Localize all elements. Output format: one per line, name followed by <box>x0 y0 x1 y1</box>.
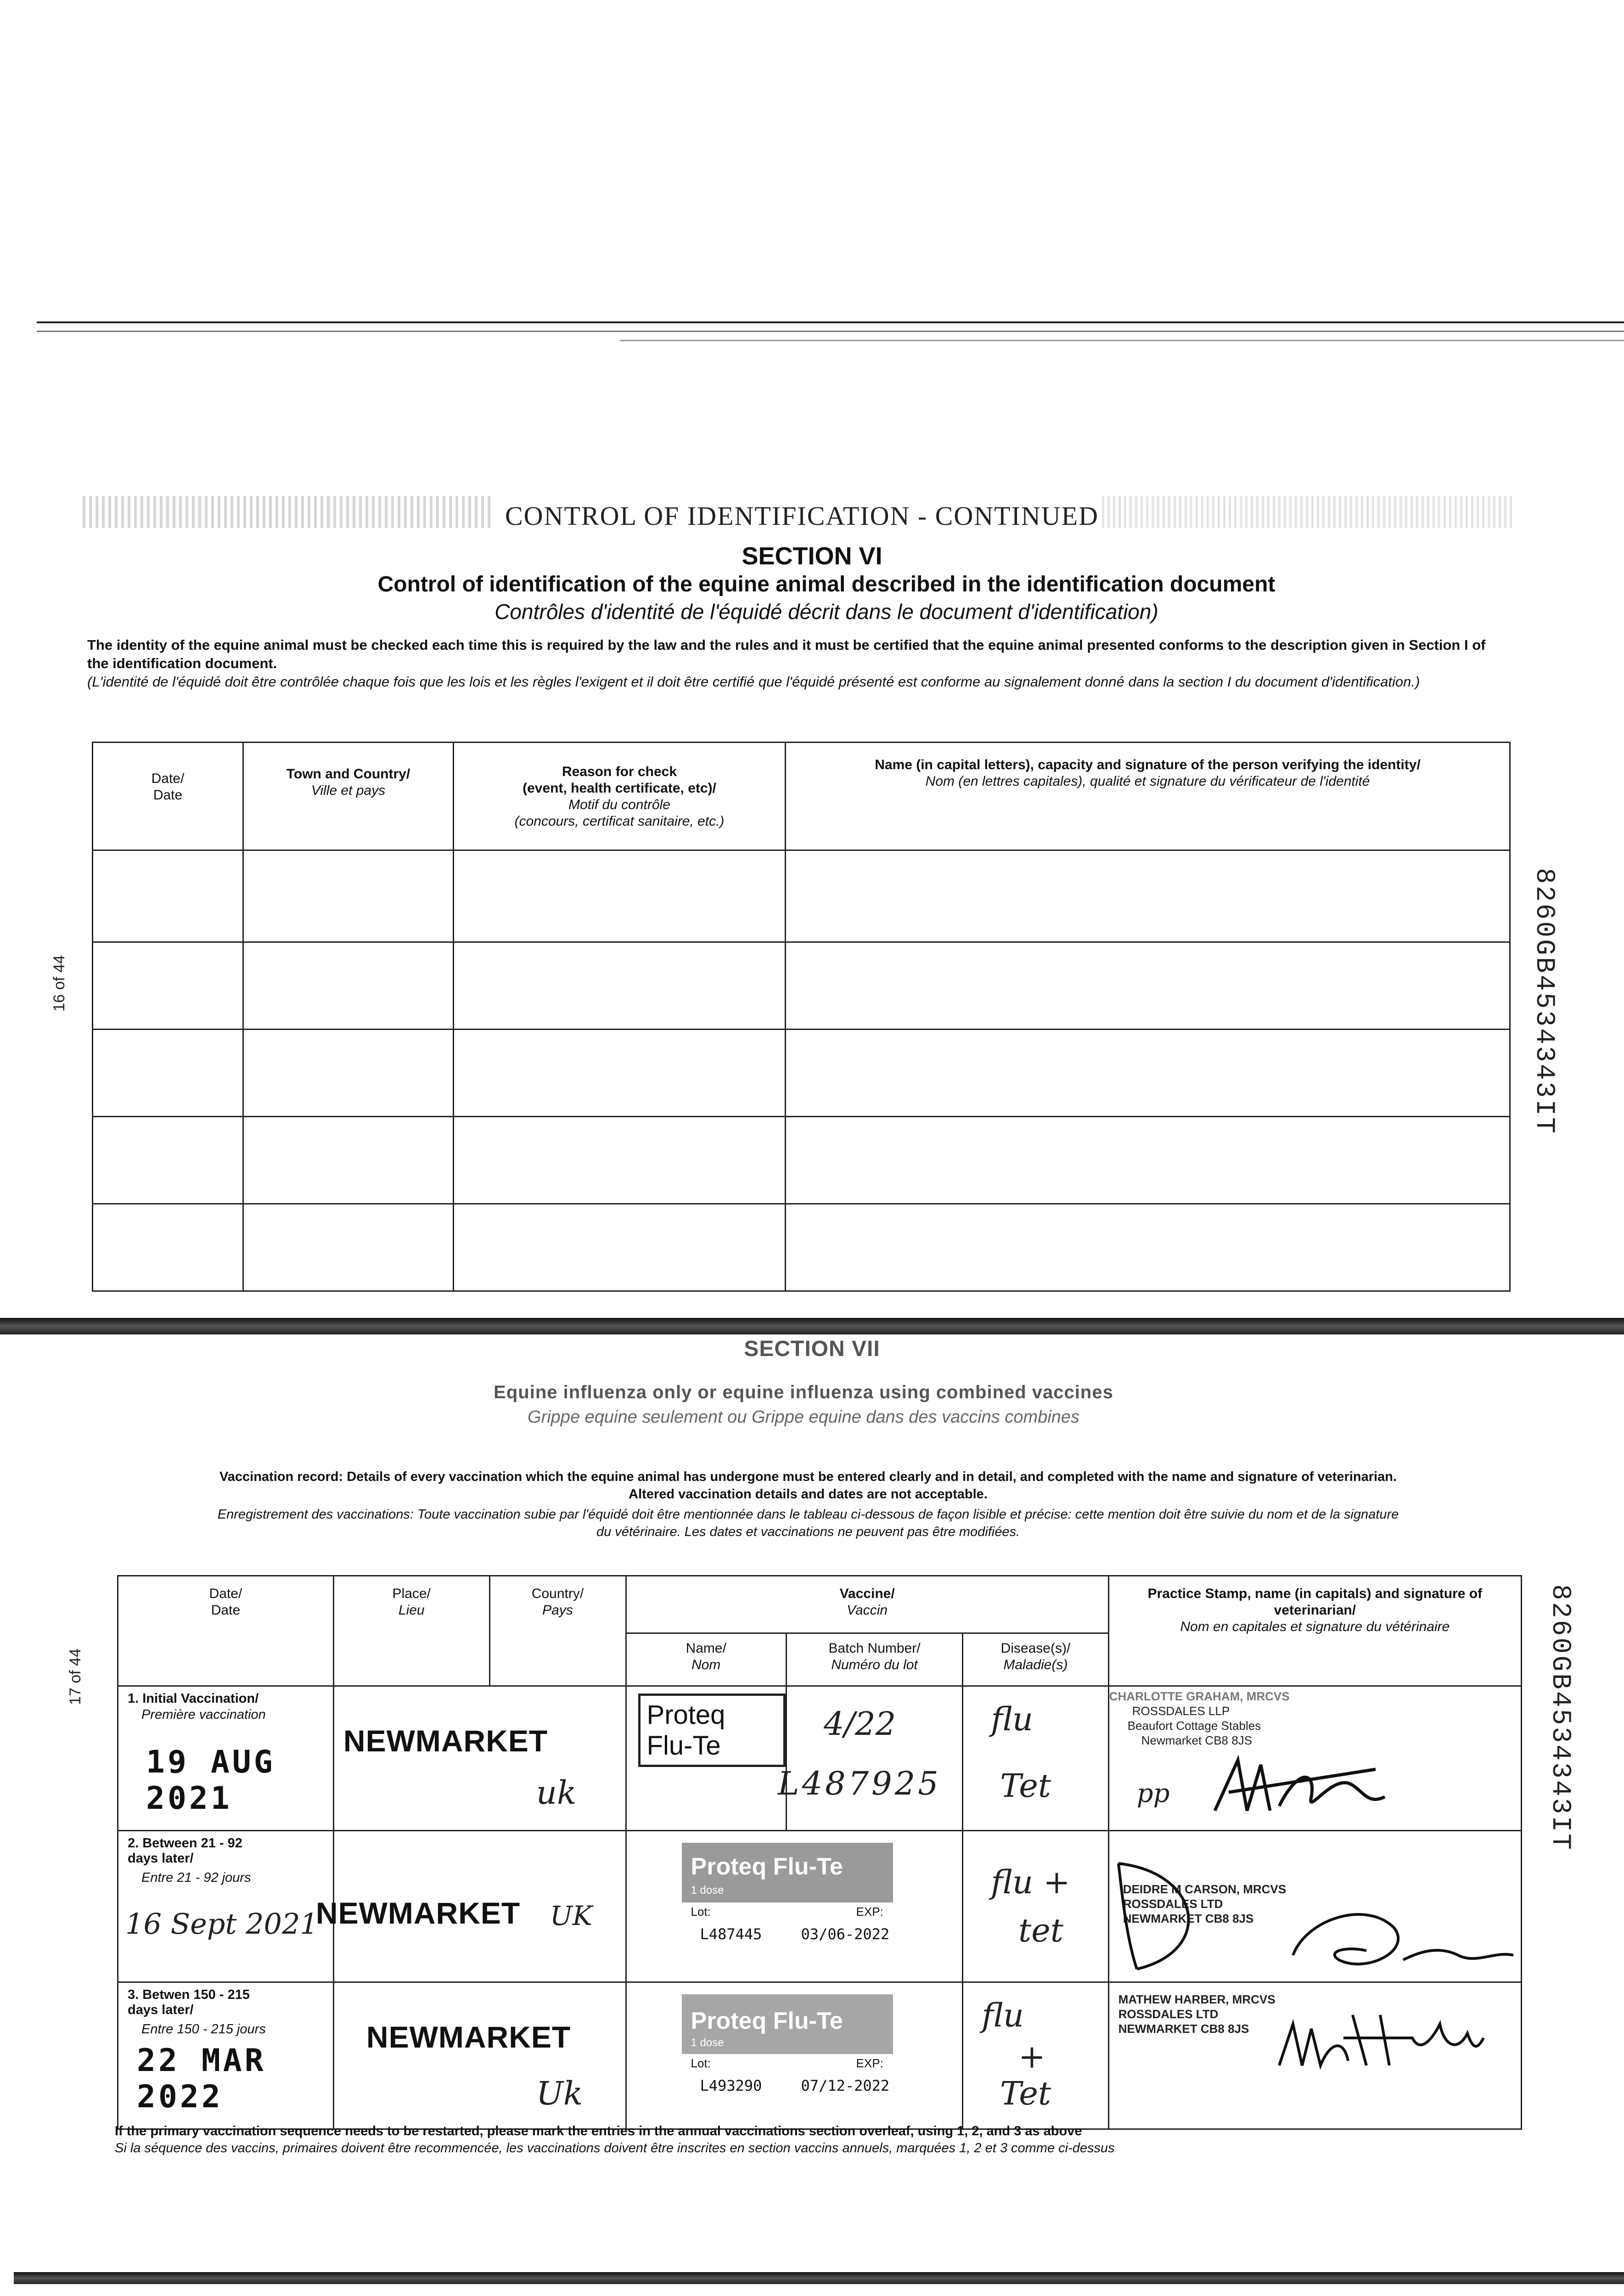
row2-label-exp-value: 03/06-2022 <box>801 1925 890 1943</box>
header-country-fr: Pays <box>542 1603 573 1618</box>
header-disease-en: Disease(s)/ <box>1000 1641 1071 1656</box>
row2-place: NEWMARKET <box>315 1896 521 1930</box>
header-date <box>93 743 243 850</box>
row1-place: NEWMARKET <box>343 1724 548 1758</box>
row2-vaccine-label-dose: 1 dose <box>691 1884 724 1896</box>
row3-date: 22 MAR 2022 <box>137 2043 266 2115</box>
section-vi-title-fr: Contrôles d'identité de l'équidé décrit dans le document d'identification) <box>495 600 1158 624</box>
header-vaccine-en: Vaccine/ <box>839 1586 895 1601</box>
header-place-fr: Lieu <box>398 1603 425 1618</box>
table-row <box>93 942 1510 1030</box>
row1-place-cell <box>333 1686 626 1831</box>
header-batch <box>786 1633 962 1686</box>
top-scan-line-2 <box>37 331 1624 332</box>
header-town-fr: Ville et pays <box>311 783 386 798</box>
header-town <box>243 743 454 850</box>
table-row <box>93 1030 1510 1117</box>
row2-label-en: 2. Between 21 - 92 days later/ <box>128 1836 242 1866</box>
bottom-scan-bar <box>14 2272 1624 2284</box>
row2-label-fr: Entre 21 - 92 jours <box>141 1870 251 1885</box>
top-scan-line <box>37 321 1624 323</box>
row3-label-exp: EXP: <box>856 2056 883 2070</box>
header-verifier-en: Name (in capital letters), capacity and signature of the person verifying the identity/ <box>875 757 1421 772</box>
row1-label-en: 1. Initial Vaccination/ <box>128 1691 259 1706</box>
row1-vaccine-name-cell <box>626 1686 786 1831</box>
section-vii-heading: SECTION VII <box>744 1337 880 1361</box>
header-disease-fr: Maladie(s) <box>1003 1657 1068 1672</box>
document-id-lower: 8260GB4534343IT <box>1545 1584 1575 1852</box>
section-vi-paragraph-en: The identity of the equine animal must be checked each time this is required by the law and the rules and it must be certified that the equine animal presented conforms to the description given in Section I of the identification document. <box>87 637 1486 671</box>
row1-batch-cell <box>777 1686 962 1831</box>
header-batch-fr: Numéro du lot <box>831 1657 918 1672</box>
row2-vet-signature <box>1109 1836 1523 1978</box>
row1-vet-stamp <box>1109 1689 1290 1748</box>
header-date-fr: Date <box>153 788 183 803</box>
table-row <box>93 850 1510 942</box>
vaccination-row-2 <box>118 1831 1522 1982</box>
row1-vet-line4: Newmarket CB8 8JS <box>1141 1733 1253 1747</box>
header-place-en: Place/ <box>392 1586 431 1601</box>
header-vaccine-name-en: Name/ <box>686 1641 726 1656</box>
row1-country: uk <box>536 1774 577 1812</box>
vaccination-table <box>117 1575 1522 2130</box>
header-place <box>333 1576 489 1686</box>
header-vac-date <box>118 1576 334 1686</box>
section-vii-footer-fr: Si la séquence des vaccins, primaires doivent être recommencée, les vaccinations doivent être inscrites en section vaccins annuels, marquées 1, 2 et 3 comme ci-dessus <box>115 2141 1115 2155</box>
row2-vet-line3: NEWMARKET CB8 8JS <box>1123 1912 1254 1925</box>
row2-vet-cell <box>1108 1831 1521 1982</box>
row1-disease-cell <box>963 1686 1109 1831</box>
row1-label-fr: Première vaccination <box>141 1707 266 1722</box>
row3-place-cell <box>333 1982 626 2129</box>
row3-vet-line1: MATHEW HARBER, MRCVS <box>1118 1992 1276 2006</box>
row3-country: Uk <box>536 2075 583 2112</box>
row3-vaccine-label-dose: 1 dose <box>691 2037 724 2049</box>
vaccination-row-1 <box>118 1686 1522 1831</box>
row1-batch-number: L487925 <box>777 1765 941 1802</box>
row2-disease-cell <box>963 1831 1109 1982</box>
row3-disease-cell <box>963 1982 1109 2129</box>
row2-vet-line1: DEIDRE M CARSON, MRCVS <box>1123 1882 1287 1896</box>
header-country <box>489 1576 626 1686</box>
document-id-upper: 8260GB4534343IT <box>1529 868 1559 1136</box>
header-reason <box>454 743 786 850</box>
banner-noise-left <box>83 496 491 528</box>
header-reason-en2: (event, health certificate, etc)/ <box>523 781 716 796</box>
header-verifier-fr: Nom (en lettres capitales), qualité et signature du vérificateur de l'identité <box>925 774 1370 789</box>
top-scan-line-3 <box>620 340 1624 341</box>
row2-label-exp: EXP: <box>856 1905 883 1919</box>
header-vaccine-fr: Vaccin <box>847 1603 888 1618</box>
header-date-en: Date/ <box>151 771 185 786</box>
section-vii-paragraph-fr2: du vétérinaire. Les dates et vaccinations ne peuvent pas être modifiées. <box>596 1525 1020 1539</box>
row3-disease-2: + <box>1018 2038 1045 2076</box>
row3-vet-line3: NEWMARKET CB8 8JS <box>1118 2022 1249 2036</box>
row1-batch-hand: 4/22 <box>823 1705 896 1743</box>
table-row <box>93 1117 1510 1204</box>
row3-date-cell <box>118 1982 334 2129</box>
row2-vaccine-cell <box>626 1831 963 1982</box>
row3-vaccine-cell <box>626 1982 963 2129</box>
row1-vet-cell <box>1108 1686 1521 1831</box>
header-reason-en1: Reason for check <box>562 764 677 779</box>
row3-vet-stamp <box>1118 1992 1276 2036</box>
row3-label-lot: Lot: <box>691 2056 711 2070</box>
header-batch-en: Batch Number/ <box>828 1641 921 1656</box>
row3-label-en: 3. Betwen 150 - 215 days later/ <box>128 1987 250 2017</box>
banner-noise-right <box>1102 496 1515 528</box>
row1-vet-line2: ROSSDALES LLP <box>1132 1704 1230 1718</box>
row3-label-lot-value: L493290 <box>700 2077 762 2094</box>
header-vac-date-fr: Date <box>211 1603 241 1618</box>
header-reason-fr1: Motif du contrôle <box>568 797 670 812</box>
row1-date: 19 AUG 2021 <box>146 1744 275 1817</box>
header-vaccine-name-fr: Nom <box>691 1657 721 1672</box>
header-stamp-en: Practice Stamp, name (in capitals) and signature of veterinarian/ <box>1147 1586 1483 1618</box>
row1-vet-line3: Beaufort Cottage Stables <box>1127 1719 1261 1733</box>
row3-disease-3: Tet <box>1000 2075 1051 2112</box>
row1-disease-2: Tet <box>1000 1767 1051 1805</box>
section-vi-title-en: Control of identification of the equine animal described in the identification document <box>377 572 1276 597</box>
section-vii-footer-en: If the primary vaccination sequence needs to be restarted, please mark the entries in the annual vaccinations section overleaf, using 1, 2, and 3 as above <box>115 2124 1082 2138</box>
row1-vet-pp: pp <box>1136 1778 1170 1808</box>
row3-label-exp-value: 07/12-2022 <box>801 2077 890 2094</box>
section-vi-paragraph-fr: (L'identité de l'équidé doit être contrôlée chaque fois que les lois et les règles l'exigent et il doit être certifié que l'équidé présenté est conforme au signalement donné dans la section I du document d'identification.) <box>87 674 1420 690</box>
continued-banner <box>83 491 1515 533</box>
row1-disease-1: flu <box>991 1700 1033 1738</box>
row1-vet-signature <box>1210 1742 1403 1820</box>
header-reason-fr2: (concours, certificat sanitaire, etc.) <box>514 814 725 829</box>
row1-date-cell <box>118 1686 334 1831</box>
vaccination-row-3 <box>118 1982 1522 2129</box>
section-vii-paragraph-en2: Altered vaccination details and dates are not acceptable. <box>629 1487 988 1502</box>
row3-vaccine-label <box>682 1994 893 2054</box>
header-country-en: Country/ <box>531 1586 584 1601</box>
row2-vaccine-label <box>682 1843 893 1902</box>
section-vii-paragraph-fr1: Enregistrement des vaccinations: Toute vaccination subie par l'équidé doit être mentionnée dans le tableau ci-dessous de façon lisible et précise: cette mention doit être suivie du nom et de la signature <box>217 1507 1399 1522</box>
row3-vet-cell <box>1108 1982 1521 2129</box>
row2-label-lot-value: L487445 <box>700 1925 762 1943</box>
row3-vet-signature <box>1275 1997 1486 2075</box>
row2-date: 16 Sept 2021 <box>125 1907 318 1941</box>
row1-vaccine-name: Proteq Flu-Te <box>638 1694 786 1767</box>
header-vaccine <box>626 1576 1108 1633</box>
banner-title: CONTROL OF IDENTIFICATION - CONTINUED <box>505 501 1099 531</box>
identity-check-table <box>92 742 1511 1292</box>
row3-label-fr: Entre 150 - 215 jours <box>141 2022 266 2037</box>
row3-place: NEWMARKET <box>366 2020 571 2054</box>
row2-vaccine-label-name: Proteq Flu-Te <box>691 1853 843 1880</box>
scan-fold-bar <box>0 1318 1624 1334</box>
page-marker-17: 17 of 44 <box>67 1649 84 1705</box>
row1-vet-line1: CHARLOTTE GRAHAM, MRCVS <box>1109 1689 1290 1703</box>
row3-vaccine-label-name: Proteq Flu-Te <box>691 2008 843 2034</box>
row2-label-lot: Lot: <box>691 1905 711 1919</box>
table-row <box>93 1204 1510 1291</box>
row2-country: UK <box>550 1900 593 1931</box>
header-stamp-fr: Nom en capitales et signature du vétérinaire <box>1180 1619 1450 1634</box>
row2-disease-1: flu + <box>991 1863 1070 1901</box>
page-marker-16: 16 of 44 <box>51 955 68 1012</box>
section-vii-paragraph-en1: Vaccination record: Details of every vaccination which the equine animal has undergone must be entered clearly and in detail, and completed with the name and signature of veterinarian. <box>219 1469 1397 1484</box>
section-vi-heading: SECTION VI <box>742 542 882 570</box>
header-verifier <box>786 743 1510 850</box>
row2-place-cell <box>315 1831 626 1982</box>
row2-date-cell <box>118 1831 334 1982</box>
row3-vet-line2: ROSSDALES LTD <box>1118 2007 1219 2021</box>
section-vii-title-fr: Grippe equine seulement ou Grippe equine dans des vaccins combines <box>528 1407 1079 1427</box>
row3-disease-1: flu <box>982 1997 1024 2034</box>
header-practice-stamp <box>1108 1576 1521 1686</box>
header-town-en: Town and Country/ <box>286 766 410 782</box>
header-vac-date-en: Date/ <box>209 1586 242 1601</box>
row2-disease-2: tet <box>1018 1912 1063 1949</box>
header-disease <box>963 1633 1109 1686</box>
header-vaccine-name <box>626 1633 786 1686</box>
row2-vet-line2: ROSSDALES LTD <box>1123 1897 1223 1911</box>
section-vii-title-en: Equine influenza only or equine influenza using combined vaccines <box>494 1382 1113 1402</box>
